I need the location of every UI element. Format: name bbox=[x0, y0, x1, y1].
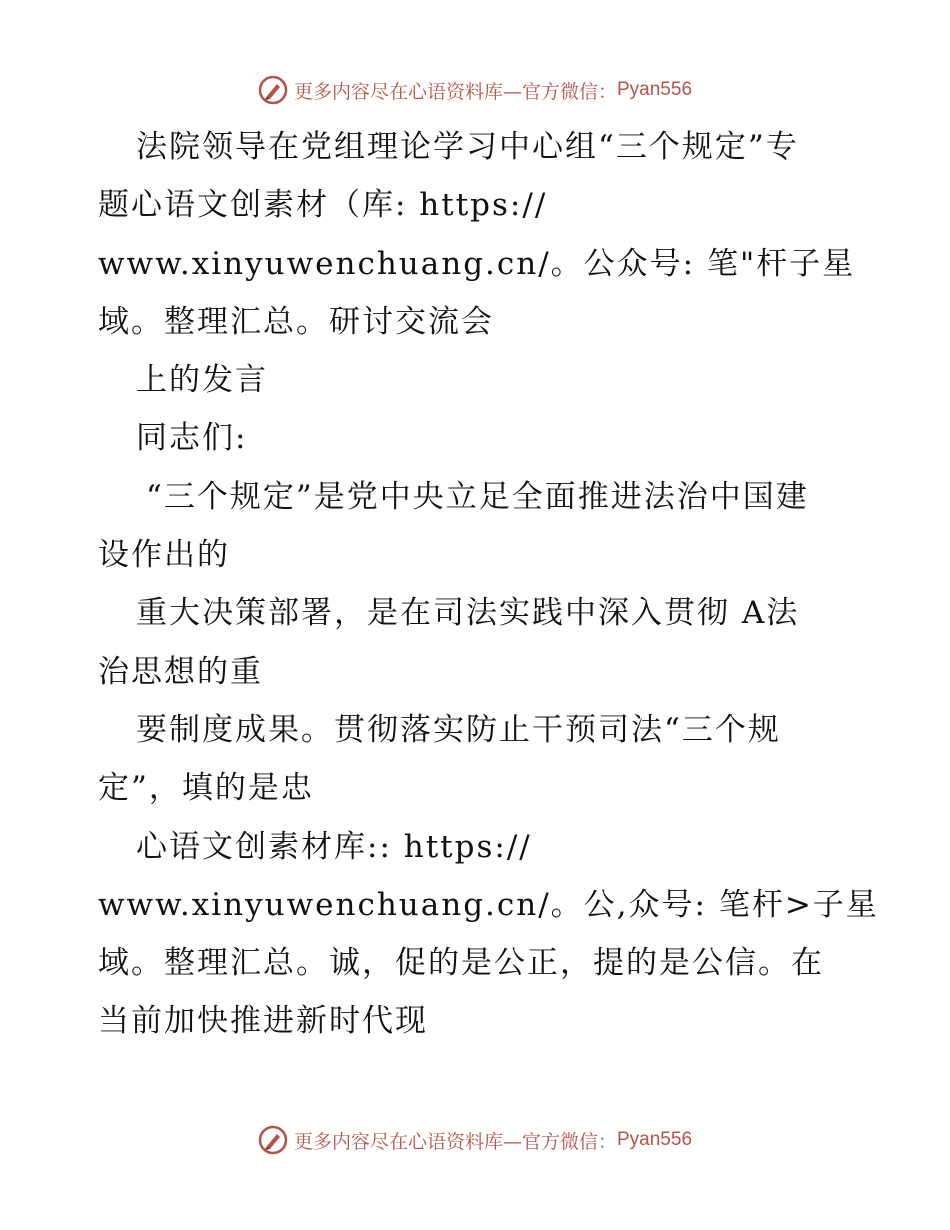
banner-text: 更多内容尽在心语资料库—官方微信： bbox=[293, 1130, 617, 1153]
body-line: 题心语文创素材（库: https:// bbox=[98, 187, 548, 224]
body-line: 治思想的重 bbox=[98, 653, 263, 690]
body-line: 域。整理汇总。诚，促的是公正，提的是公信。在 bbox=[98, 945, 824, 982]
body-line: 定”，填的是忠 bbox=[98, 770, 314, 807]
body-line: “三个规定”是党中央立足全面推进法治中国建 bbox=[146, 478, 809, 515]
pen-logo-icon bbox=[258, 1125, 288, 1155]
banner-wechat-id: Pyan556 bbox=[617, 79, 693, 100]
body-line: 上的发言 bbox=[136, 362, 268, 399]
footer-banner bbox=[0, 1120, 950, 1160]
body-line: 心语文创素材库:: https:// bbox=[136, 828, 532, 865]
body-line: 重大决策部署，是在司法实践中深入贯彻 A法 bbox=[136, 595, 800, 632]
body-line: 法院领导在党组理论学习中心组“三个规定”专 bbox=[136, 129, 799, 165]
body-line: 设作出的 bbox=[98, 537, 230, 574]
body-line: www.xinyuwenchuang.cn/。公众号: 笔"杆子星 bbox=[98, 245, 856, 282]
document-body bbox=[98, 118, 879, 1051]
banner-wechat-id: Pyan556 bbox=[617, 1129, 693, 1150]
body-line: 当前加快推进新时代现 bbox=[98, 1003, 428, 1040]
header-banner bbox=[0, 70, 950, 110]
pen-logo-icon bbox=[258, 75, 288, 105]
body-line: www.xinyuwenchuang.cn/。公,众号: 笔杆>子星 bbox=[98, 886, 879, 923]
body-line: 要制度成果。贯彻落实防止干预司法“三个规 bbox=[136, 711, 781, 748]
body-line: 同志们: bbox=[136, 420, 248, 457]
banner-text: 更多内容尽在心语资料库—官方微信： bbox=[293, 80, 617, 103]
body-line: 域。整理汇总。研讨交流会 bbox=[98, 303, 494, 340]
